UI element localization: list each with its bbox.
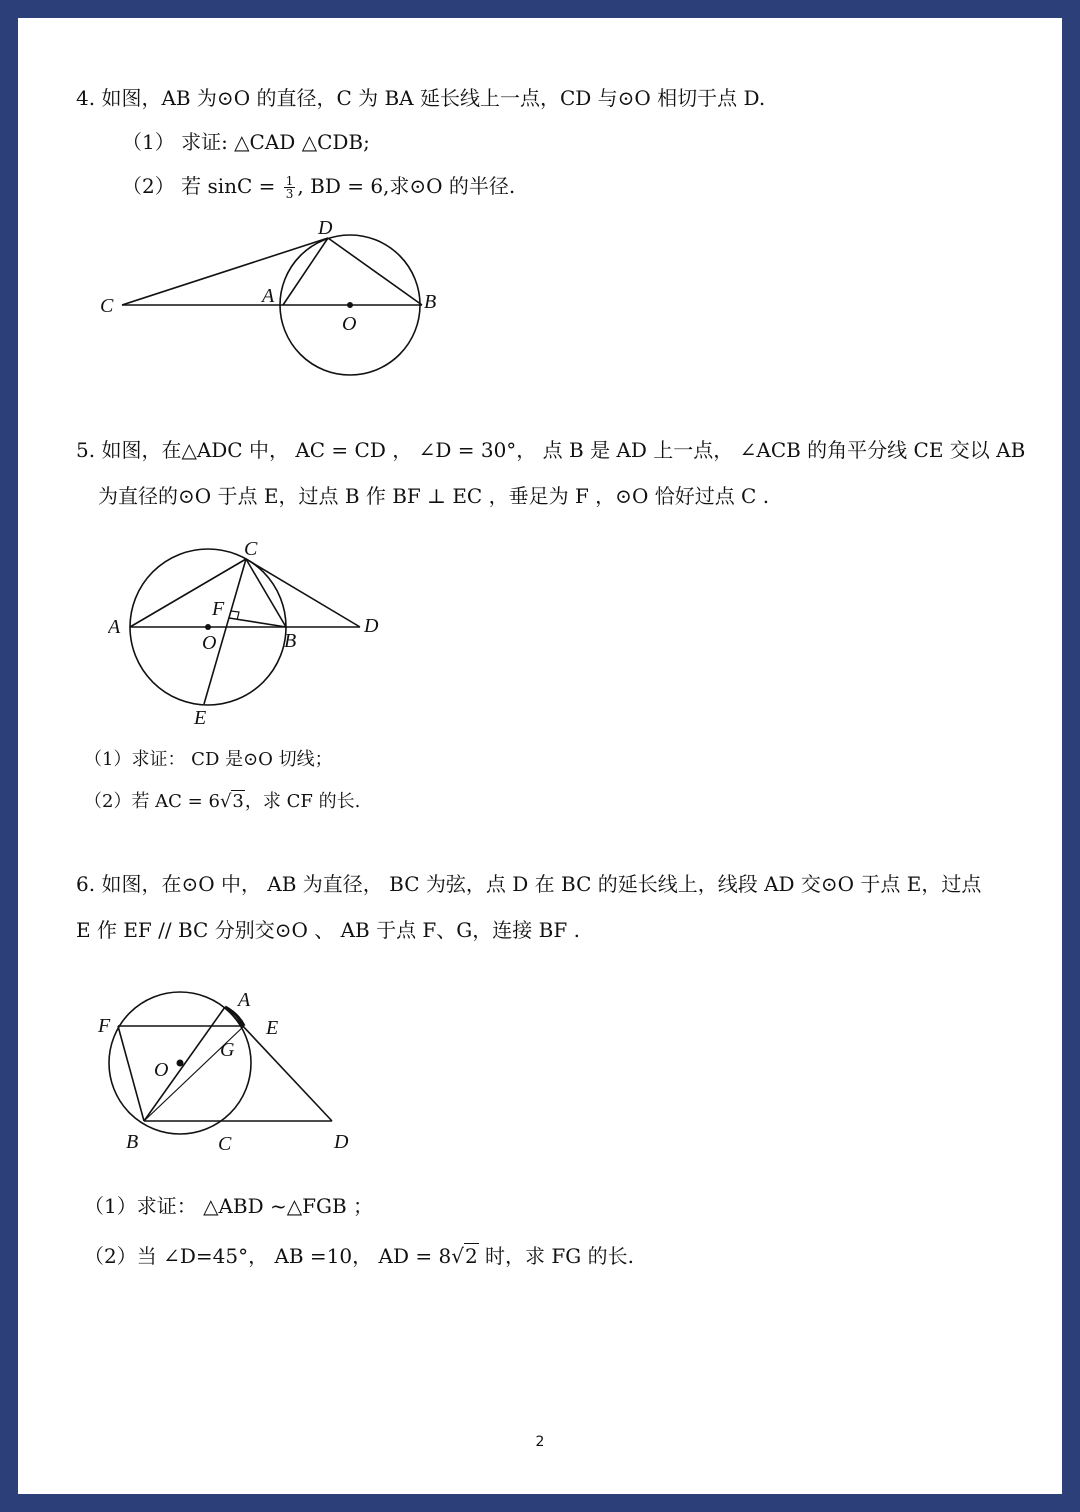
p4-q2-pre: （2） 若 sinC =: [122, 174, 282, 198]
p6-q2: （2）当 ∠D=45°， AB =10， AD = 8√2 时，求 FG 的长.: [84, 1244, 634, 1268]
p5-diagram: [108, 538, 418, 738]
label-O: O: [154, 1059, 169, 1081]
label-E: E: [194, 707, 207, 729]
label-C: C: [218, 1133, 232, 1155]
p6-q2-radicand: 2: [464, 1244, 478, 1268]
p5-stem-1: 5. 如图，在△ADC 中， AC = CD ， ∠D = 30°， 点 B 是 AD 上一点， ∠ACB 的角平分线 CE 交以 AB: [76, 438, 1026, 462]
label-B: B: [424, 291, 437, 313]
label-D: D: [334, 1131, 349, 1153]
document-page: [18, 18, 1062, 1494]
p5-q2-radicand: 3: [232, 791, 244, 812]
p6-stem-2: E 作 EF // BC 分别交⊙O 、 AB 于点 F、G，连接 BF .: [76, 918, 580, 942]
label-B: B: [126, 1131, 139, 1153]
label-O: O: [342, 313, 357, 335]
p4-q1: （1） 求证: △CAD △CDB;: [122, 130, 370, 154]
p4-diagram: [88, 214, 468, 384]
page-number: 2: [535, 1434, 545, 1450]
fraction: [284, 175, 296, 200]
label-A: A: [108, 616, 121, 638]
p5-q2-pre: （2）若 AC = 6: [84, 791, 220, 812]
p4-stem: 4. 如图，AB 为⊙O 的直径，C 为 BA 延长线上一点，CD 与⊙O 相切于点 D.: [76, 86, 766, 110]
p5-q2: （2）若 AC = 6√3，求 CF 的长.: [84, 791, 361, 812]
p6-q1: （1）求证： △ABD ~△FGB ；: [84, 1194, 374, 1218]
label-D: D: [318, 217, 333, 239]
p5-q2-post: ，求 CF 的长.: [244, 791, 361, 812]
label-B: B: [284, 630, 297, 652]
p4-q2: [122, 172, 515, 200]
label-C: C: [244, 538, 258, 560]
label-C: C: [100, 295, 114, 317]
p4-q2-post: , BD = 6,求⊙O 的半径.: [297, 174, 516, 198]
fraction-den: 3: [285, 187, 294, 201]
label-A: A: [238, 989, 251, 1011]
fraction-num: 1: [285, 174, 294, 188]
label-D: D: [364, 615, 379, 637]
p6-q2-pre: （2）当 ∠D=45°， AB =10， AD = 8: [84, 1244, 452, 1268]
p6-stem-1: 6. 如图，在⊙O 中， AB 为直径， BC 为弦，点 D 在 BC 的延长线上，线段 AD 交⊙O 于点 E，过点: [76, 872, 982, 896]
p6-q2-post: 时，求 FG 的长.: [478, 1244, 634, 1268]
p5-stem-2: 为直径的⊙O 于点 E，过点 B 作 BF ⊥ EC ，垂足为 F ，⊙O 恰好过点 C .: [98, 484, 770, 508]
label-E: E: [266, 1017, 279, 1039]
label-F: F: [98, 1015, 111, 1037]
p6-diagram: [92, 980, 392, 1158]
label-G: G: [220, 1039, 235, 1061]
label-F: F: [212, 598, 225, 620]
label-A: A: [262, 285, 275, 307]
p5-q1: （1）求证： CD 是⊙O 切线；: [84, 749, 333, 770]
label-O: O: [202, 632, 217, 654]
